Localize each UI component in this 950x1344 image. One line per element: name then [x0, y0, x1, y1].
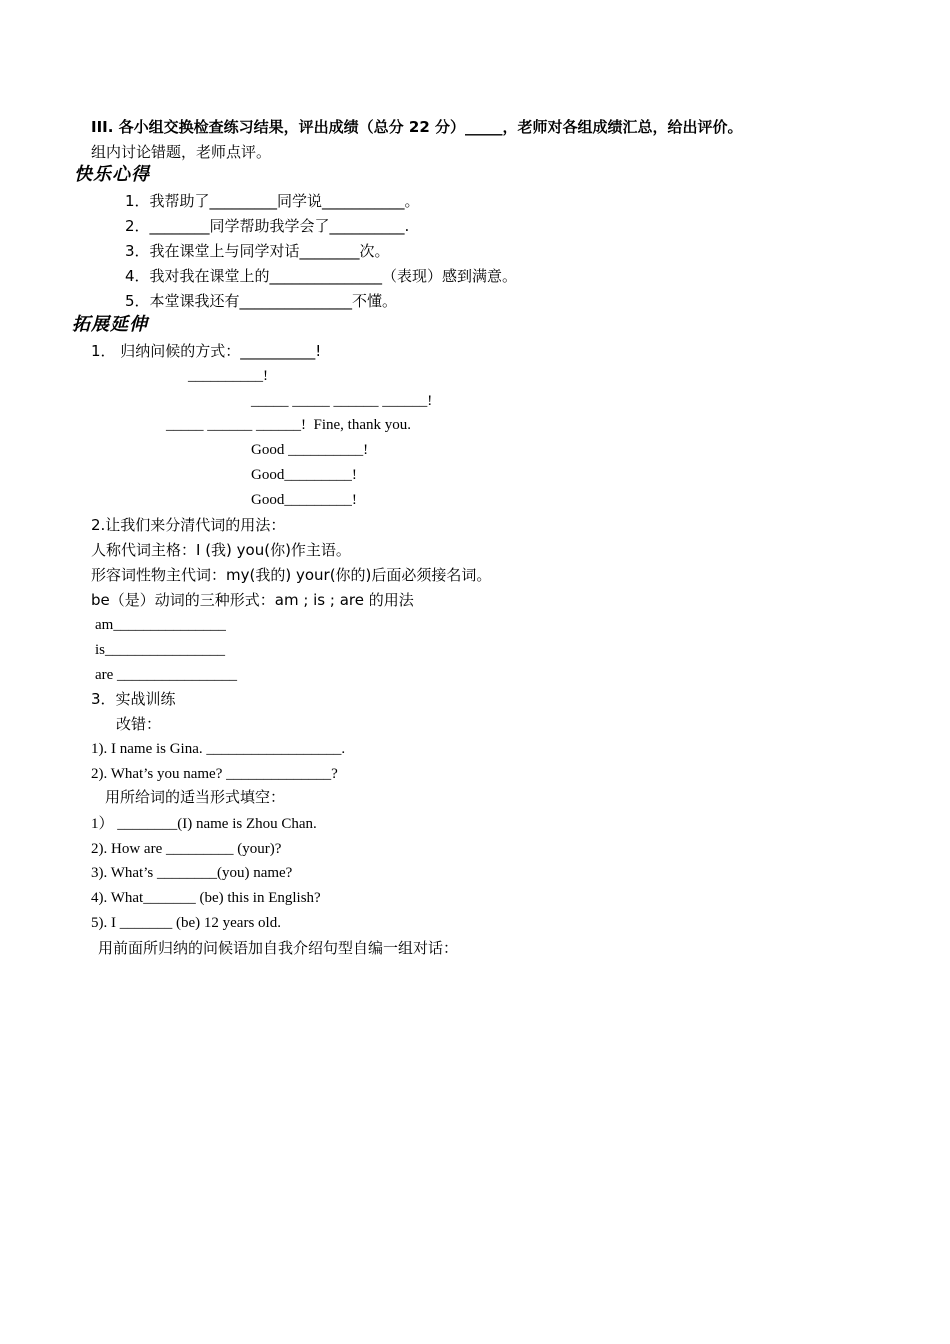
be-line: are ________________ [95, 667, 238, 683]
fill-item: 5). I _______ (be) 12 years old. [91, 915, 281, 931]
happy-item: 4．我对我在课堂上的_______________（表现）感到满意。 [125, 267, 518, 285]
happy-item: 1．我帮助了_________同学说___________。 [125, 192, 420, 210]
be-line: is________________ [95, 642, 226, 658]
happy-item: 3．我在课堂上与同学对话________次。 [125, 242, 390, 260]
greet-line: _____ _____ ______ ______! [251, 393, 433, 409]
greet-title: 1． 归纳问候的方式：__________! [91, 342, 322, 360]
greet-line: Good __________! [251, 442, 369, 458]
fill-item: 2). How are _________ (your)? [91, 841, 282, 857]
greet-line: _____ ______ ______! Fine, thank you. [166, 417, 411, 433]
correct-title: 改错： [116, 715, 162, 733]
fill-item: 3). What’s ________(you) name? [91, 865, 293, 881]
extend-heading: 拓展延伸 [72, 314, 148, 335]
fill-item: 1） ________(I) name is Zhou Chan. [91, 816, 317, 832]
pronoun-line: 人称代词主格：I (我) you(你)作主语。 [91, 541, 351, 559]
greet-line: Good_________! [251, 467, 357, 483]
correct-item: 2). What’s you name? ______________? [91, 766, 338, 782]
fill-title: 用所给词的适当形式填空： [105, 788, 286, 806]
fill-item: 4). What_______ (be) this in English? [91, 890, 321, 906]
correct-item: 1). I name is Gina. __________________. [91, 741, 346, 757]
happy-heading: 快乐心得 [74, 164, 150, 185]
be-line: am_______________ [95, 617, 226, 633]
happy-item: 2．________同学帮助我学会了__________. [125, 217, 410, 235]
practice-title: 3．实战训练 [91, 690, 176, 708]
section3-line1: III. 各小组交换检查练习结果，评出成绩（总分 22 分）_____，老师对各组成绩汇总，给出评价。 [91, 118, 743, 136]
happy-item: 5．本堂课我还有_______________不懂。 [125, 292, 398, 310]
pronoun-line: be（是）动词的三种形式：am ; is ; are 的用法 [91, 591, 414, 609]
greet-line: Good_________! [251, 492, 357, 508]
dialogue-prompt: 用前面所归纳的问候语加自我介绍句型自编一组对话： [98, 939, 459, 957]
section3-line2: 组内讨论错题，老师点评。 [91, 143, 272, 161]
pronoun-title: 2.让我们来分清代词的用法： [91, 516, 286, 534]
pronoun-line: 形容词性物主代词：my(我的) your(你的)后面必须接名词。 [91, 566, 492, 584]
greet-line: __________! [188, 368, 268, 384]
